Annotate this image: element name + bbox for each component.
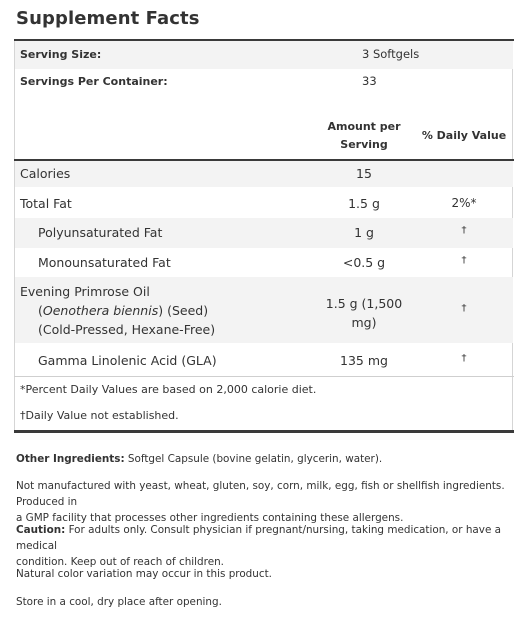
footnote-percent: *Percent Daily Values are based on 2,000 calorie diet. bbox=[20, 383, 317, 396]
row-total-fat-name: Total Fat bbox=[20, 196, 72, 211]
caution-statement bbox=[16, 522, 514, 570]
row-gla-name: Gamma Linolenic Acid (GLA) bbox=[38, 353, 217, 368]
row-monounsaturated-amount: <0.5 g bbox=[342, 255, 386, 270]
amount-header-line2: Serving bbox=[340, 138, 388, 151]
allergen-line2: a GMP facility that processes other ingredients containing these allergens. bbox=[16, 512, 404, 524]
row-gla-dv: † bbox=[461, 353, 467, 364]
daily-value-header: % Daily Value bbox=[421, 129, 507, 142]
row-calories-amount: 15 bbox=[356, 166, 372, 181]
row-epo-amount bbox=[314, 294, 414, 332]
row-polyunsaturated-name: Polyunsaturated Fat bbox=[38, 225, 163, 240]
other-ingredients-text: Softgel Capsule (bovine gelatin, glycerin, water). bbox=[124, 453, 383, 465]
row-epo-name: Evening Primrose Oil bbox=[20, 284, 150, 299]
caution-line2: condition. Keep out of reach of children. bbox=[16, 556, 224, 568]
epo-amount-line2: mg) bbox=[351, 315, 377, 330]
row-polyunsaturated-amount: 1 g bbox=[354, 225, 374, 240]
row-total-fat-amount: 1.5 g bbox=[348, 196, 380, 211]
color-variation-note: Natural color variation may occur in this product. bbox=[16, 568, 272, 580]
epo-latin-italic: Oenothera biennis bbox=[42, 303, 159, 318]
serving-size-label: Serving Size: bbox=[20, 48, 102, 61]
row-calories-name: Calories bbox=[20, 166, 71, 181]
footnote-rule bbox=[14, 376, 514, 377]
row-epo-processing: (Cold-Pressed, Hexane-Free) bbox=[38, 322, 216, 337]
caution-line1: For adults only. Consult physician if pregnant/nursing, taking medication, or have a medical bbox=[16, 524, 502, 552]
other-ingredients-label: Other Ingredients: bbox=[16, 453, 125, 465]
serving-size-value: 3 Softgels bbox=[362, 47, 420, 61]
row-epo-latin-name bbox=[38, 303, 208, 318]
allergen-statement bbox=[16, 478, 514, 526]
servings-per-container-label: Servings Per Container: bbox=[20, 75, 168, 88]
footnote-not-established: †Daily Value not established. bbox=[20, 409, 179, 422]
other-ingredients bbox=[16, 451, 514, 467]
row-monounsaturated-dv: † bbox=[461, 255, 467, 266]
row-gla-amount: 135 mg bbox=[340, 353, 388, 368]
row-monounsaturated-name: Monounsaturated Fat bbox=[38, 255, 171, 270]
row-total-fat-dv: 2%* bbox=[451, 196, 477, 210]
epo-latin-rest: ) (Seed) bbox=[158, 303, 209, 318]
page-title: Supplement Facts bbox=[16, 8, 200, 29]
row-polyunsaturated-dv: † bbox=[461, 225, 467, 236]
bottom-rule bbox=[14, 430, 514, 433]
storage-note: Store in a cool, dry place after opening. bbox=[16, 596, 222, 608]
allergen-line1: Not manufactured with yeast, wheat, gluten, soy, corn, milk, egg, fish or shellfish ingredients. Produced in bbox=[16, 480, 505, 508]
amount-header-line1: Amount per bbox=[327, 120, 401, 133]
row-calories bbox=[15, 161, 513, 187]
epo-paren-open: ( bbox=[38, 303, 43, 318]
caution-label: Caution: bbox=[16, 524, 66, 536]
amount-per-serving-header bbox=[312, 118, 416, 154]
row-epo-dv: † bbox=[461, 303, 467, 314]
epo-amount-line1: 1.5 g (1,500 bbox=[325, 296, 403, 311]
servings-per-container-value: 33 bbox=[362, 74, 377, 88]
